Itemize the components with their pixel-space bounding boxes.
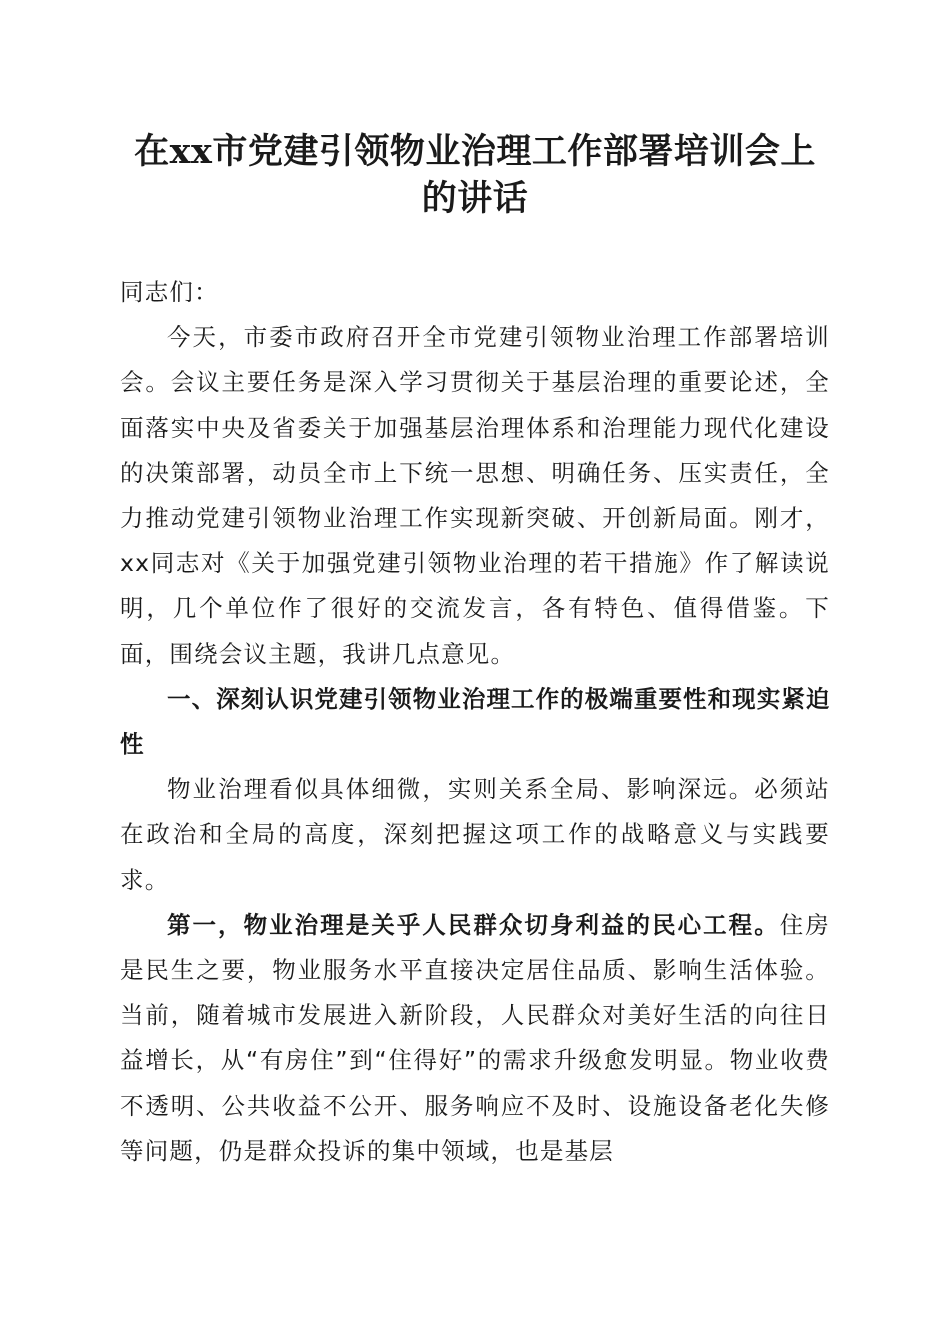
opening-paragraph: 今天，市委市政府召开全市党建引领物业治理工作部署培训会。会议主要任务是深入学习贯彻关于基层治理的重要论述，全面落实中央及省委关于加强基层治理体系和治理能力现代化建设的决策部署，动员全市上下统一思想、明确任务、压实责任，全力推动党建引领物业治理工作实现新突破、开创新局面。刚才，xx同志对《关于加强党建引领物业治理的若干措施》作了解读说明，几个单位作了很好的交流发言，各有特色、值得借鉴。下面，围绕会议主题，我讲几点意见。 xyxy=(120,323,830,668)
document-body xyxy=(120,270,830,1174)
section-1-heading: 一、深刻认识党建引领物业治理工作的极端重要性和现实紧迫性 xyxy=(120,684,830,759)
document-page xyxy=(120,128,830,1174)
point-1-paragraph xyxy=(120,903,830,1174)
salutation: 同志们： xyxy=(120,278,219,306)
title-line-1: 在xx市党建引领物业治理工作部署培训会上 xyxy=(134,131,816,172)
point-1-lead: 第一，物业治理是关乎人民群众切身利益的民心工程。 xyxy=(167,910,780,939)
document-title xyxy=(120,128,830,222)
point-1-body: 住房是民生之要，物业服务水平直接决定居住品质、影响生活体验。当前，随着城市发展进入新阶段，人民群众对美好生活的向往日益增长，从“有房住”到“住得好”的需求升级愈发明显。物业收费不透明、公共收益不公开、服务响应不及时、设施设备老化失修等问题，仍是群众投诉的集中领域，也是基层 xyxy=(120,910,830,1165)
section-1-intro: 物业治理看似具体细微，实则关系全局、影响深远。必须站在政治和全局的高度，深刻把握这项工作的战略意义与实践要求。 xyxy=(120,775,830,894)
title-line-2: 的讲话 xyxy=(421,178,529,219)
